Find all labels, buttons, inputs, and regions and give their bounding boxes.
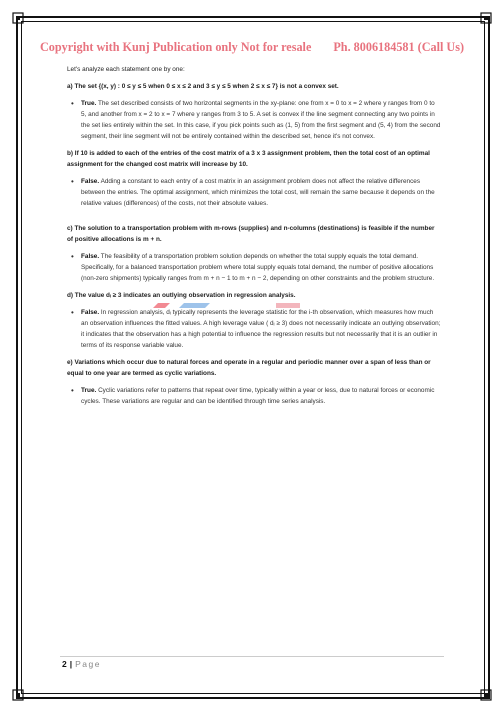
bullet-icon: •	[71, 308, 74, 317]
explanation-d: In regression analysis, dᵢ typically represents the leverage statistic for the i-th observation, which measures how much an observation influences the fitted values. A high leverage value ( dᵢ ≥ 3) does not necessarily indicate an outlying observation; it indicates that the observation has a high potential to influence the regression results but not necessarily that it is an outlier in terms of its response variable value.	[81, 309, 441, 349]
answer-a	[67, 98, 441, 142]
spacer	[67, 215, 441, 223]
verdict-e: True.	[81, 387, 97, 394]
decorative-marks	[0, 303, 504, 311]
question-a: a) The set {(x, y) : 0 ≤ y ≤ 5 when 0 ≤ x ≤ 2 and 3 ≤ y ≤ 5 when 2 ≤ x ≤ 7} is not a convex set.	[67, 83, 339, 90]
explanation-b: Adding a constant to each entry of a cost matrix in an assignment problem does not affect the relative differences between the entries. The optimal assignment, which minimizes the total cost, will remain the same because it depends on the relative values (differences) of the costs, not their absolute values.	[81, 178, 435, 207]
answer-b	[67, 176, 441, 209]
document-body	[67, 64, 441, 413]
page-footer	[62, 659, 101, 669]
pink-mark	[276, 303, 300, 308]
contact-phone: Ph. 8006184581 (Call Us)	[333, 40, 465, 54]
page-label: Page	[75, 659, 101, 669]
corner-ornament-icon	[12, 689, 24, 701]
red-mark	[150, 303, 170, 308]
copyright-header	[0, 40, 504, 55]
explanation-a: The set described consists of two horizontal segments in the xy-plane: one from x = 0 to x = 2 where y ranges from 0 to 5, and another from x = 2 to x = 7 where y ranges from 3 to 5. A set is convex if the line segment connecting any two points in the set lies entirely within the set. In this case, if you pick points such as (1, 5) from the first segment and (5, 4) from the second segment, their line segment will not be entirely contained within the described set, hence it's not convex.	[81, 100, 441, 140]
footer-divider	[60, 656, 444, 657]
question-c: c) The solution to a transportation problem with m-rows (supplies) and n-columns (destinations) is feasible if the number of positive allocations is m + n.	[67, 225, 435, 243]
verdict-d: False.	[81, 309, 100, 316]
verdict-c: False.	[81, 253, 100, 260]
bullet-icon: •	[71, 99, 74, 108]
explanation-c: The feasibility of a transportation problem solution depends on whether the total supply equals the total demand. Specifically, for a balanced transportation problem where total supply equals total demand, the number of positive allocations (non-zero shipments) typically ranges from m + n − 1 to m + n − 2, depending on other constraints and the problem structure.	[81, 253, 435, 282]
corner-ornament-icon	[480, 12, 492, 24]
explanation-e: Cyclic variations refer to patterns that repeat over time, typically within a year or less, due to natural forces or economic cycles. These variations are regular and can be identified through time series analysis.	[81, 387, 435, 405]
answer-c	[67, 251, 441, 284]
copyright-notice: Copyright with Kunj Publication only Not for resale	[39, 40, 312, 54]
page-number: 2	[62, 659, 67, 669]
footer-separator: |	[69, 659, 73, 669]
question-d: d) The value dᵢ ≥ 3 indicates an outlying observation in regression analysis.	[67, 292, 296, 299]
bullet-icon: •	[71, 252, 74, 261]
bullet-icon: •	[71, 177, 74, 186]
bullet-icon: •	[71, 386, 74, 395]
corner-ornament-icon	[12, 12, 24, 24]
intro-text: Let's analyze each statement one by one:	[67, 66, 185, 73]
corner-ornament-icon	[480, 689, 492, 701]
answer-e	[67, 385, 441, 407]
blue-mark	[176, 303, 210, 308]
answer-d	[67, 307, 441, 351]
verdict-a: True.	[81, 100, 97, 107]
question-b: b) If 10 is added to each of the entries of the cost matrix of a 3 x 3 assignment problem, then the total cost of an optimal assignment for the changed cost matrix will increase by 10.	[67, 150, 430, 168]
question-e: e) Variations which occur due to natural forces and operate in a regular and periodic manner over a span of less than or equal to one year are termed as cyclic variations.	[67, 359, 431, 377]
verdict-b: False.	[81, 178, 100, 185]
